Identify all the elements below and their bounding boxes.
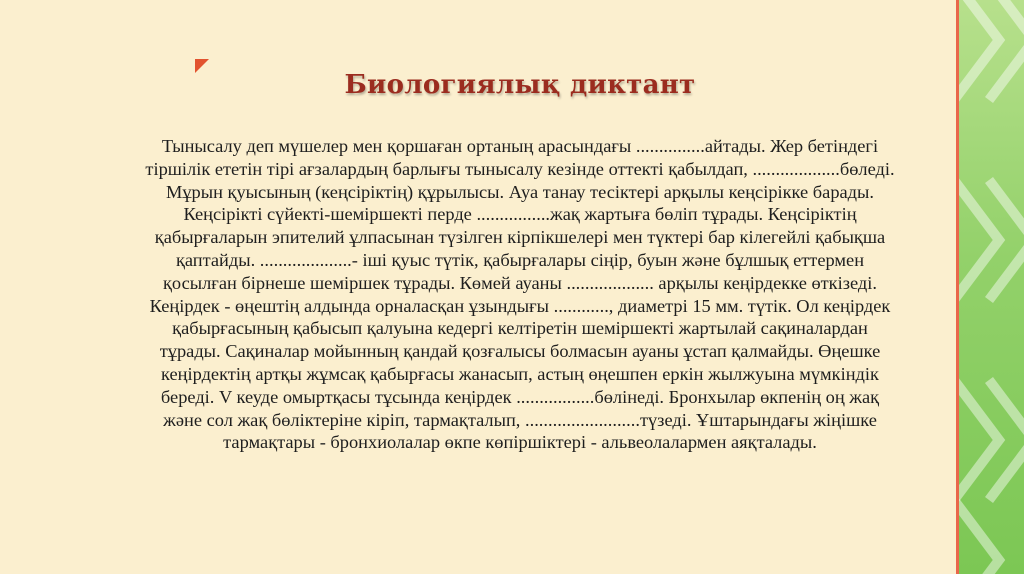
slide-title: Биологиялық диктант — [344, 70, 696, 100]
dictation-text: Тынысалу деп мүшелер мен қоршаған ортаның арасындағы ...............айтады. Жер бетіндегі тіршілік ететін тірі ағзалардың барлығы тынысалу кезінде оттекті қабылдап, ...................бөледі. Мұрын қуысының (кеңсіріктің) құрылысы. Ауа танау тесіктері арқылы кеңсірікке барады. Кеңсірікті сүйекті-шеміршекті перде ................жақ жартыға бөліп тұрады. Кеңсіріктің қабырғаларын эпителий ұлпасынан түзілген кірпікшелері мен түктері бар кілегейлі қабықша қаптайды. ....................- іші қуыс түтік, қабырғалары сіңір, буын және бұлшық еттермен қосылған бірнеше шеміршек тұрады. Көмей ауаны ................... арқылы кеңірдекке өткізеді. Кеңірдек - өңештің алдында орналасқан ұзындығы ............, диаметрі 15 мм. түтік. Ол кеңірдек қабырғасының қабысып қалуына кедергі келтіретін шеміршекті жартылай сақиналардан тұрады. Сақиналар мойынның қандай қозғалысы болмасын ауаны ұстап қалмайды. Өңешке кеңірдектің артқы жұмсақ қабырғасы жанасып, астың өңешпен еркін жылжуына мүмкіндік береді. V кеуде омыртқасы тұсында кеңірдек .................бөлінеді. Бронхылар өкпенің оң жақ және сол жақ бөліктеріне кіріп, тармақталып, .........................түзеді. Ұштарындағы жіңішке тармақтары - бронхиолалар өкпе көпіршіктері - альвеолалармен аяқталады. — [145, 136, 895, 453]
